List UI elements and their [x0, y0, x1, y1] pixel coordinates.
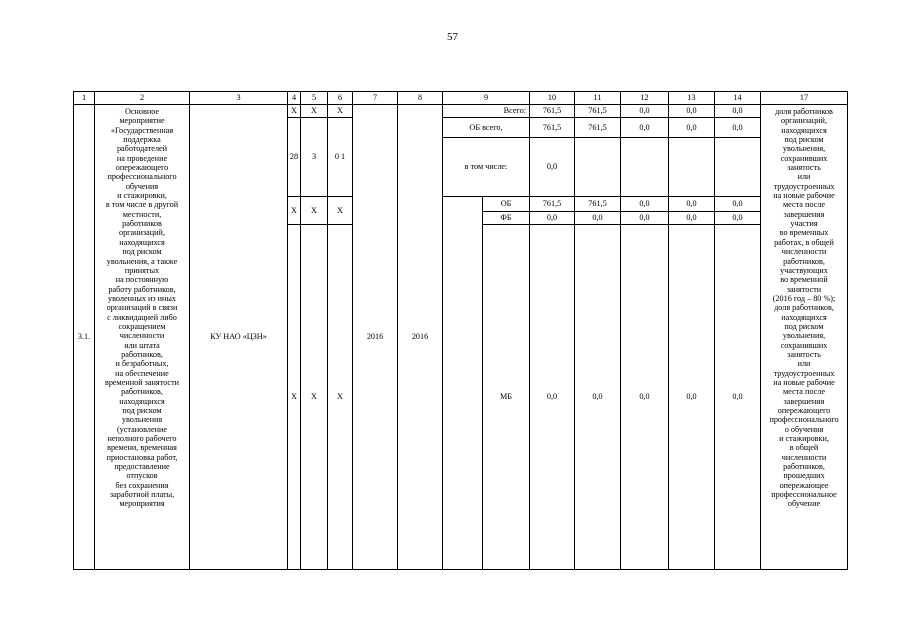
header-row — [74, 92, 848, 105]
value-cell: 761,5 — [530, 118, 575, 138]
header-cell: 12 — [621, 92, 669, 105]
value-cell — [669, 138, 715, 197]
fb-label: ФБ — [483, 212, 530, 225]
total-label: Всего: — [443, 105, 530, 118]
header-cell: 7 — [353, 92, 398, 105]
value-cell: 761,5 — [575, 118, 621, 138]
value-cell — [575, 138, 621, 197]
measure-description: Основное мероприятие «Государственная поддержка работодателей на проведение опережающего профессионального обучения и стажировки, в том числе в другой местности, работников организаций, находящихся под риском увольнения, а также принятых на постоянную работу работников, уволенных из иных организаций в связи с ликвидацией либо сокращением численности или штата работников, и безработных, на обеспечение временной занятости работников, находящихся под риском увольнения (установление неполного рабочего времени, временная приостановка работ, предоставление отпусков без сохранения заработной платы, мероприятия — [95, 105, 190, 570]
header-cell: 6 — [328, 92, 353, 105]
value-cell — [621, 138, 669, 197]
code-cell: X — [328, 105, 353, 118]
code-cell: X — [328, 197, 353, 225]
code-cell: X — [301, 197, 328, 225]
code-cell: 28 — [288, 118, 301, 197]
value-cell: 0,0 — [669, 212, 715, 225]
program-table — [73, 91, 848, 570]
header-cell: 8 — [398, 92, 443, 105]
header-cell: 9 — [443, 92, 530, 105]
header-cell: 17 — [761, 92, 848, 105]
code-cell: X — [328, 225, 353, 570]
code-cell: X — [288, 197, 301, 225]
value-cell: 0,0 — [530, 225, 575, 570]
value-cell: 0,0 — [715, 118, 761, 138]
header-cell: 11 — [575, 92, 621, 105]
ob-total-label: ОБ всего, — [443, 118, 530, 138]
value-cell: 0,0 — [669, 118, 715, 138]
page-number: 57 — [447, 31, 458, 43]
header-cell: 14 — [715, 92, 761, 105]
code-cell: X — [288, 105, 301, 118]
value-cell: 0,0 — [621, 225, 669, 570]
value-cell: 0,0 — [530, 212, 575, 225]
header-cell: 13 — [669, 92, 715, 105]
spacer-cell — [443, 197, 483, 570]
header-cell: 5 — [301, 92, 328, 105]
code-cell: X — [301, 105, 328, 118]
value-cell: 0,0 — [669, 225, 715, 570]
executor: КУ НАО «ЦЗН» — [190, 105, 288, 570]
value-cell: 0,0 — [530, 138, 575, 197]
row-number: 3.1. — [74, 105, 95, 570]
indicators: доля работников организаций, находящихся под риском увольнения, сохранивших занятость или трудоустроенных на новые рабочие места после завершения участия во временных работах, в общей численности работников, участвующих во временной занятости (2016 год – 80 %); доля работников, находящихся под риском увольнения, сохранивших занятость или трудоустроенных на новые рабочие места после завершения опережающего профессионального о обучения и стажировки, в общей численности работников, прошедших опережающее профессиональное обучение — [761, 105, 848, 570]
value-cell — [715, 138, 761, 197]
value-cell: 0,0 — [715, 105, 761, 118]
value-cell: 0,0 — [575, 225, 621, 570]
value-cell: 0,0 — [621, 197, 669, 212]
value-cell: 0,0 — [715, 225, 761, 570]
value-cell: 761,5 — [530, 197, 575, 212]
code-cell: 3 — [301, 118, 328, 197]
value-cell: 761,5 — [530, 105, 575, 118]
value-cell: 0,0 — [669, 197, 715, 212]
header-cell: 4 — [288, 92, 301, 105]
value-cell: 0,0 — [669, 105, 715, 118]
code-cell: 0 1 — [328, 118, 353, 197]
value-cell: 0,0 — [575, 212, 621, 225]
code-cell: X — [301, 225, 328, 570]
header-cell: 1 — [74, 92, 95, 105]
year-start: 2016 — [353, 105, 398, 570]
value-cell: 0,0 — [621, 105, 669, 118]
mb-label: МБ — [483, 225, 530, 570]
header-cell: 10 — [530, 92, 575, 105]
including-label: в том числе: — [443, 138, 530, 197]
value-cell: 0,0 — [715, 212, 761, 225]
value-cell: 0,0 — [621, 118, 669, 138]
year-end: 2016 — [398, 105, 443, 570]
value-cell: 761,5 — [575, 105, 621, 118]
value-cell: 0,0 — [715, 197, 761, 212]
header-cell: 3 — [190, 92, 288, 105]
code-cell: X — [288, 225, 301, 570]
table-row — [74, 105, 848, 118]
value-cell: 761,5 — [575, 197, 621, 212]
ob-label: ОБ — [483, 197, 530, 212]
value-cell: 0,0 — [621, 212, 669, 225]
header-cell: 2 — [95, 92, 190, 105]
